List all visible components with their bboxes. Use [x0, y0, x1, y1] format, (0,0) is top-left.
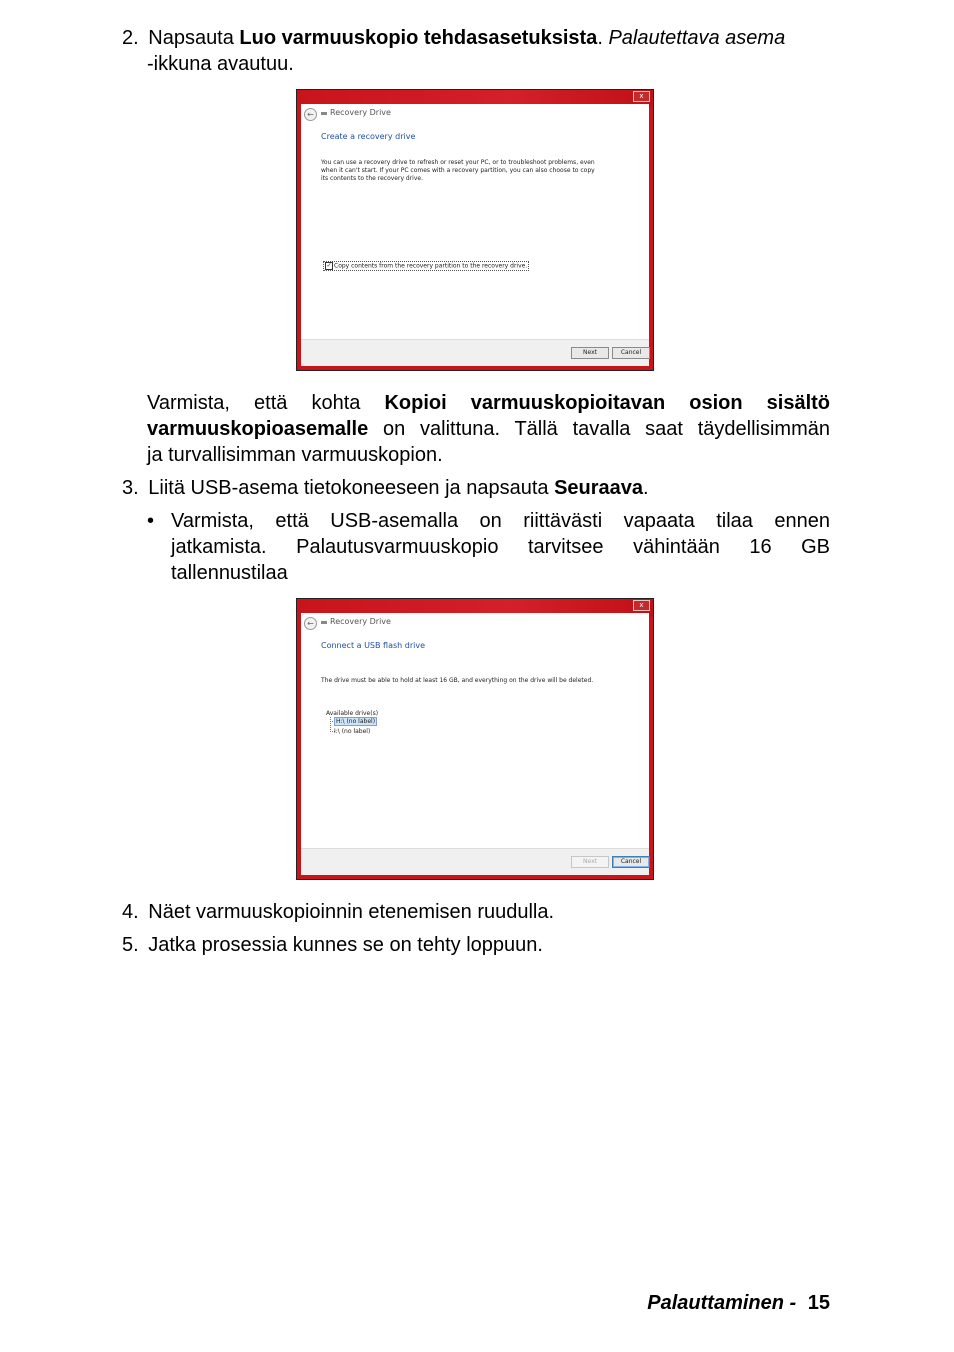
step-2: 2. Napsauta Luo varmuuskopio tehdasasetuksista. Palautettava asema: [122, 27, 786, 49]
step-italic: Palautettava asema: [608, 27, 786, 49]
copy-partition-checkbox[interactable]: [323, 261, 529, 271]
step-number: 3.: [122, 477, 139, 499]
available-drives-label: Available drive(s): [326, 710, 379, 717]
page-footer: [647, 1290, 830, 1316]
step-text-prefix: Napsauta: [148, 27, 240, 49]
verify-line-2: varmuuskopioasemalle on valittuna. Tällä tavalla saat täydellisimmän: [147, 418, 830, 440]
drive-item-h[interactable]: H:\ (no label): [336, 718, 376, 725]
step-5: 5. Jatka prosessia kunnes se on tehty loppuun.: [122, 934, 543, 956]
back-arrow-icon[interactable]: ←: [304, 108, 317, 121]
window-heading: Create a recovery drive: [321, 132, 416, 141]
step-2-line2: -ikkuna avautuu.: [147, 53, 294, 75]
window-footer: [301, 848, 649, 875]
step-number: 2.: [122, 27, 139, 49]
step-4: 4. Näet varmuuskopioinnin etenemisen ruudulla.: [122, 901, 555, 923]
footer-section: Palauttaminen -: [647, 1292, 802, 1314]
close-icon[interactable]: x: [633, 91, 650, 102]
back-arrow-icon[interactable]: ←: [304, 617, 317, 630]
drive-icon: [321, 112, 327, 115]
verify-line-3: ja turvallisimman varmuuskopion.: [147, 444, 443, 466]
checkbox-label: Copy contents from the recovery partition to the recovery drive.: [334, 262, 528, 270]
bullet-line-3: tallennustilaa: [171, 562, 288, 584]
step-number: 4.: [122, 901, 139, 923]
drive-item-i[interactable]: I:\ (no label): [334, 728, 371, 735]
window-footer: [301, 339, 649, 366]
checkmark-icon[interactable]: ✓: [326, 262, 332, 269]
window-title: Recovery Drive: [330, 108, 391, 117]
step-3: 3. Liitä USB-asema tietokoneeseen ja napsauta Seuraava.: [122, 477, 649, 499]
recovery-drive-window-1: [296, 89, 654, 371]
step-bold: Luo varmuuskopio tehdasasetuksista: [239, 27, 598, 49]
recovery-drive-window-2: [296, 598, 654, 880]
close-icon[interactable]: x: [633, 600, 650, 611]
window-client: [301, 104, 649, 366]
next-button[interactable]: Next: [571, 856, 609, 868]
window-description: The drive must be able to hold at least 16 GB, and everything on the drive will be deleted.: [321, 677, 594, 684]
window-title: Recovery Drive: [330, 617, 391, 626]
bullet-symbol: •: [147, 510, 155, 532]
next-button[interactable]: Next: [571, 347, 609, 359]
verify-line-1: Varmista, että kohta Kopioi varmuuskopioitavan osion sisältö: [147, 392, 830, 414]
bullet-line-2: jatkamista. Palautusvarmuuskopio tarvitsee vähintään 16 GB: [171, 536, 830, 558]
drive-icon: [321, 621, 327, 624]
bullet-line-1: Varmista, että USB-asemalla on riittävästi vapaata tilaa ennen: [171, 510, 830, 532]
page-number: 15: [807, 1292, 830, 1314]
cancel-button[interactable]: Cancel: [612, 856, 650, 868]
window-description: You can use a recovery drive to refresh or reset your PC, or to troubleshoot problems, even when it can't start. If your PC comes with a recovery partition, you can also choose to copy its contents to the recovery drive.: [321, 159, 595, 182]
step-number: 5.: [122, 934, 139, 956]
cancel-button[interactable]: Cancel: [612, 347, 650, 359]
window-client: [301, 613, 649, 875]
window-heading: Connect a USB flash drive: [321, 641, 425, 650]
